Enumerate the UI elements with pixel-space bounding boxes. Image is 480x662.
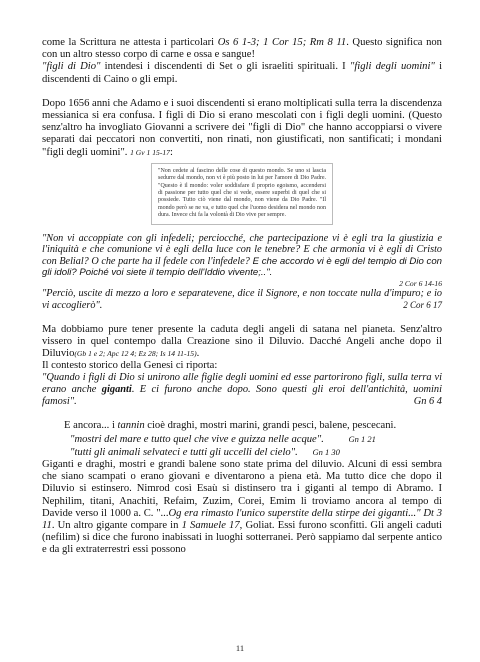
paragraph-tannin: E ancora... i tannin cioè draghi, mostri marini, grandi pesci, balene, pescecani. — [64, 420, 397, 432]
paragraph-resurrection: come la Scrittura ne attesta i particolari Os 6 1-3; 1 Cor 15; Rm 8 11. Questo significa non con un altro stesso corpo di carne e ossa e sangue! — [42, 37, 442, 61]
paragraph-angeli: Ma dobbiamo pure tener presente la caduta degli angeli di satana nel pianeta. Senz'altro vissero in quel contempo dalla Creazione sino il Diluvio. Dacché Angeli anche dopo il Diluvio(Gb 1 e 2; Apc 12 4; Ez 28; Is 14 11-15). Il contesto storico della Genesi ci riporta: — [42, 323, 442, 372]
quote-gn-1-30: "tutti gli animali selvateci e tutti gli uccelli del cielo". Gn 1 30 — [70, 446, 340, 458]
scripture-ref: 2 Cor 6 17 — [403, 299, 442, 310]
quote-2cor-6-17: "Perciò, uscite di mezzo a loro e separatevene, dice il Signore, e non toccate nulla d'impuro; e io vi accoglierò". 2 Cor 6 17 — [42, 288, 442, 311]
page-number: 11 — [235, 643, 245, 653]
scripture-clipping: "Non cedete al fascino delle cose di questo mondo. Se uno si lascia sedurre dal mondo, non vi è più posto in lui per l'amore di Dio Padre. "Questo è il mondo: voler soddisfare il proprio egoismo, accendersi di passione per tutto quel che si vede, essere superbi di quel che si possiede. Tutto ciò viene dal mondo, non viene da Dio Padre. "Il mondo però se ne va, e tutto quel che l'uomo desidera nel mondo non dura. Invece chi fa la volontà di Dio vive per sempre. — [151, 163, 333, 225]
quote-2cor-6-14: "Non vi accoppiate con gli infedeli; perciocché, che partecipazione vi è egli tra la giustizia e l'iniquità e che comunione vi è egli della luce con le tenebre? E che armonia vi è egli di Cristo con Belial? O che parte ha il fedele con l'infedele? E che accordo vi è egli del tempio di Dio con gli idoli? Poiché voi siete il tempio dell'Iddio vivente;..". — [42, 232, 443, 279]
quote-gn-1-21: "mostri del mare e tutto quel che vive e guizza nelle acque". Gn 1 21 — [70, 433, 376, 445]
paragraph-giganti: Giganti e draghi, mostri e grandi balene sono state prima del diluvio. Alcuni di essi sembra che siano scampati o erano giovani e diventarono a piena età. Ma tutto dice che dopo il Diluvio si estinsero. Nimrod così Esaù si distinsero tra i giganti al tempo di Abramo. I Nephilim, titani, Anachiti, Refaim, Zuzim, Corei, Emim li troviamo ancora al tempo di Davide verso il 1000 a. C. "...Og era rimasto l'unico superstite della stirpe dei giganti..." Dt 3 11. Un altro gigante compare in 1 Samuele 17, Goliat. Essi furono sconfitti. Gli angeli caduti (nefilim) si dice che furono inabissati in luoghi sotterranei. Però sappiamo dal serpente antico e da gli extraterrestri essi possono — [42, 459, 443, 556]
scripture-ref: Gn 6 4 — [413, 396, 442, 408]
document-page — [42, 37, 442, 557]
paragraph-dopo-1656: Dopo 1656 anni che Adamo e i suoi discendenti si erano moltiplicati sulla terra la discendenza messianica si era confusa. I figli di Dio si erano mescolati con i figli degli uomini. (Questo senz'altro ha invogliato Giovanni a scrivere dei "figli di Dio" che hanno accoppiarsi o vivere separati dai peccatori non convertiti, non rinati, non giustificati, non santificati; i mondani "figli degli uomini". 1 Gv 1 15-17: — [42, 97, 442, 158]
scripture-refs: Os 6 1-3; 1 Cor 15; Rm 8 11 — [217, 37, 347, 48]
scripture-ref: 1 Gv 1 15-17 — [130, 147, 170, 157]
paragraph-figli: "figli di Dio" intendesi i discendenti di Set o gli israeliti spirituali. I "figli degli uomini" i discendenti di Caino o gli empi. — [42, 61, 443, 85]
quote-gn-6-4: "Quando i figli di Dio si unirono alle figlie degli uomini ed esse partorirono figli, sulla terra vi erano anche giganti. E ci furono anche dopo. Sono questi gli eroi dell'antichità, uomini famosi". Gn 6 4 — [42, 372, 442, 408]
scripture-ref: 2 Cor 6 14-16 — [399, 279, 442, 289]
